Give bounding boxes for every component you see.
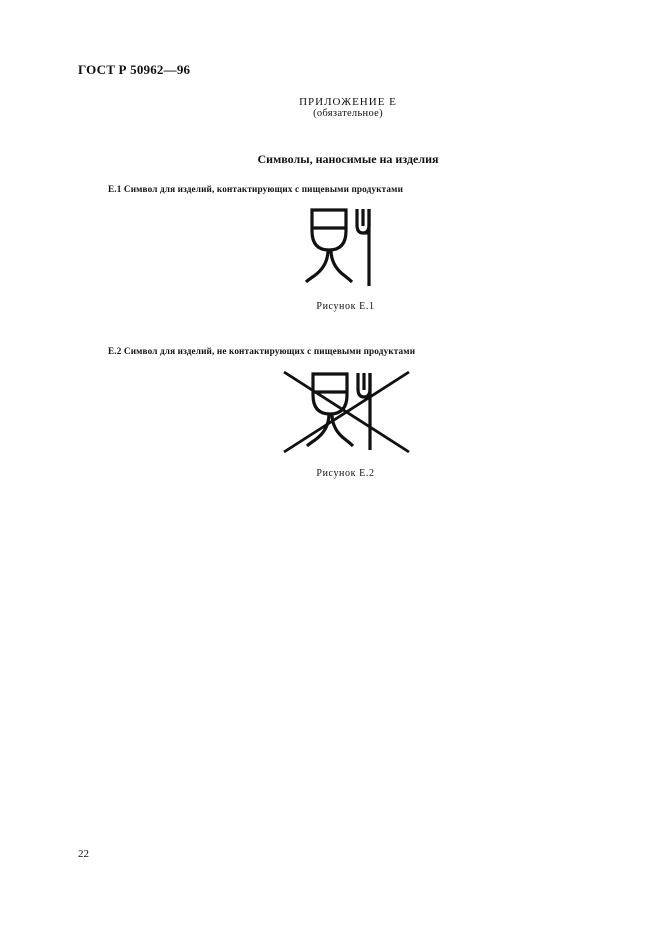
clause-e1-text: Е.1 Символ для изделий, контактирующих с пищевыми продуктами: [108, 184, 404, 194]
crossed-glass-and-fork-icon: [281, 370, 413, 454]
glass-and-fork-icon: [300, 206, 380, 288]
appendix-status: (обязательное): [313, 108, 383, 119]
document-header-standard-id: ГОСТ Р 50962—96: [78, 62, 191, 77]
appendix-title: ПРИЛОЖЕНИЕ Е: [299, 96, 397, 108]
figure-caption-e1: Рисунок Е.1: [316, 301, 375, 312]
section-title: Символы, наносимые на изделия: [257, 152, 439, 166]
page-number: 22: [78, 848, 89, 860]
figure-caption-e2: Рисунок Е.2: [316, 468, 375, 479]
clause-e2-text: Е.2 Символ для изделий, не контактирующих с пищевыми продуктами: [108, 346, 416, 356]
